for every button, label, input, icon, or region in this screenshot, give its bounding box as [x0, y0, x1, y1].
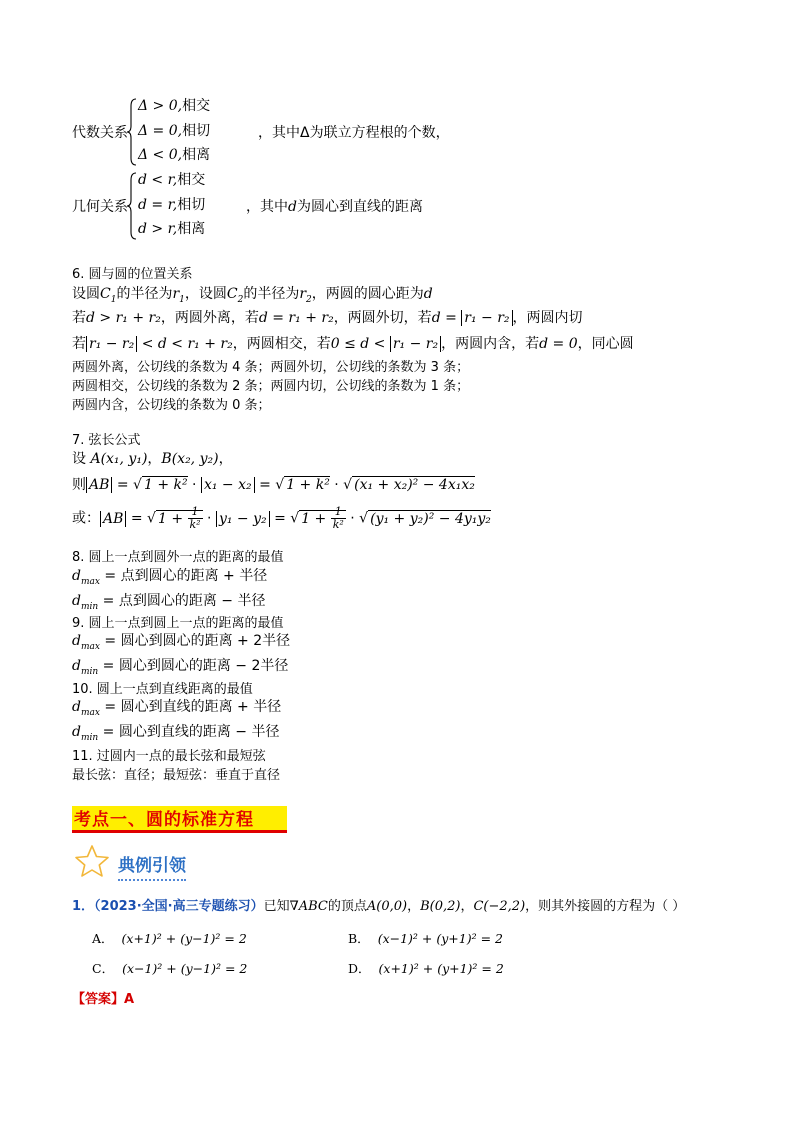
- geometric-relation-label: 几何关系: [72, 199, 128, 215]
- section-11-title: 11. 过圆内一点的最长弦和最短弦: [72, 749, 266, 764]
- option-c[interactable]: C． (x−1)² + (y−1)² = 2: [92, 961, 248, 976]
- section-6-line-1: 设圆$C_1$的半径为$r_1$，设圆$C_2$的半径为$r_2$，两圆的圆心距为d: [72, 286, 433, 305]
- option-b[interactable]: B． (x−1)² + (y+1)² = 2: [348, 931, 503, 946]
- left-brace-icon: [127, 172, 137, 240]
- option-a[interactable]: A． (x+1)² + (y−1)² = 2: [92, 931, 247, 946]
- section-6-tangent-line-3: 两圆内含，公切线的条数为 0 条；: [72, 398, 271, 413]
- section-7-points: 设 A(x₁, y₁)，B(x₂, y₂)，: [72, 451, 233, 467]
- section-7-title: 7. 弦长公式: [72, 433, 141, 448]
- left-brace-icon: [127, 98, 137, 166]
- section-11-body: 最长弦：直径；最短弦：垂直于直径: [72, 768, 281, 783]
- section-8-dmax: $d_{max}$ = 点到圆心的距离 + 半径: [72, 568, 268, 587]
- answer-line: 【答案】A: [72, 992, 135, 1007]
- case-d-equal-r: d = r,相切: [138, 196, 206, 213]
- example-heading: 典例引领: [118, 851, 186, 881]
- case-delta-zero: Δ = 0,相切: [138, 122, 211, 139]
- section-6-title: 6. 圆与圆的位置关系: [72, 267, 193, 282]
- section-8-dmin: $d_{min}$ = 点到圆心的距离 − 半径: [72, 593, 266, 612]
- algebraic-relation-label: 代数关系: [72, 125, 128, 141]
- section-7-formula-1: 则 AB = √ 1 + k² · x₁ − x₂ = √ 1 + k² · √ (x₁ + x₂)² − 4x₁x₂: [72, 477, 475, 493]
- section-9-dmin: $d_{min}$ = 圆心到圆心的距离 − 2半径: [72, 658, 289, 677]
- geometric-note: ，其中d为圆心到直线的距离: [246, 199, 423, 215]
- geometric-cases: [138, 168, 205, 242]
- section-9-title: 9. 圆上一点到圆上一点的距离的最值: [72, 616, 284, 631]
- section-10-dmin: $d_{min}$ = 圆心到直线的距离 − 半径: [72, 724, 280, 743]
- section-6-line-2: 若d > r₁ + r₂，两圆外离，若d = r₁ + r₂，两圆外切，若d = r₁ − r₂ ，两圆内切: [72, 310, 583, 326]
- section-6-tangent-line-2: 两圆相交，公切线的条数为 2 条；两圆内切，公切线的条数为 1 条；: [72, 379, 470, 394]
- case-delta-negative: Δ < 0,相离: [138, 147, 211, 163]
- section-8-title: 8. 圆上一点到圆外一点的距离的最值: [72, 550, 284, 565]
- case-delta-positive: Δ > 0,相交: [138, 98, 211, 114]
- case-d-less-r: d < r,相交: [138, 172, 206, 188]
- algebraic-cases: [138, 94, 210, 168]
- section-7-formula-2: 或： AB = √ 1 + $\frac{1}{\text{k²}}$ · y₁ − y₂ = √ 1 + $\frac{1}{\text{k²}}$ · √ (y₁ + y₂)² − 4y₁y₂: [72, 505, 491, 531]
- algebraic-note: ，其中Δ为联立方程根的个数，: [258, 125, 450, 141]
- section-10-dmax: $d_{max}$ = 圆心到直线的距离 + 半径: [72, 699, 282, 718]
- topic-heading: 考点一、圆的标准方程: [74, 810, 254, 830]
- section-6-tangent-line-1: 两圆外离，公切线的条数为 4 条；两圆外切，公切线的条数为 3 条；: [72, 360, 470, 375]
- option-d[interactable]: D． (x+1)² + (y+1)² = 2: [348, 961, 504, 976]
- section-6-line-3: 若 r₁ − r₂ < d < r₁ + r₂，两圆相交，若0 ≤ d < r₁ − r₂ ，两圆内含，若d = 0，同心圆: [72, 336, 634, 352]
- section-10-title: 10. 圆上一点到直线距离的最值: [72, 682, 253, 697]
- case-d-greater-r: d > r,相离: [138, 221, 206, 237]
- section-9-dmax: $d_{max}$ = 圆心到圆心的距离 + 2半径: [72, 633, 291, 652]
- question-1: 1．（2023·全国·高三专题练习）已知∇ABC的顶点A(0,0)，B(0,2)，C(−2,2)，则其外接圆的方程为（ ）: [72, 899, 686, 914]
- star-icon: [74, 844, 110, 878]
